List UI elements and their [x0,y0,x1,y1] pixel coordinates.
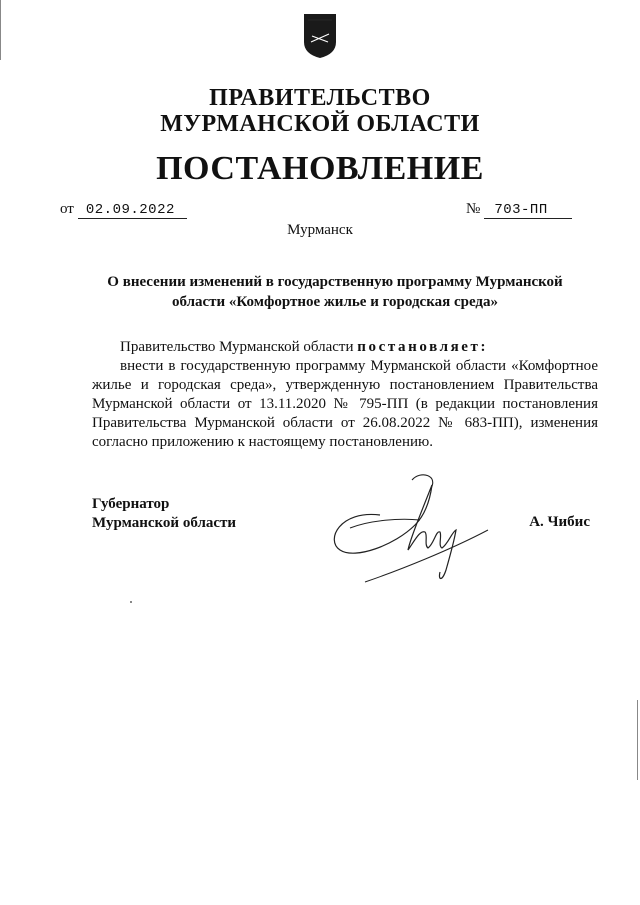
intro-text: Правительство Мурманской области [120,339,354,355]
body-text [92,357,598,452]
document-subject [90,272,580,312]
number-row [466,200,572,219]
intro-emphasis: постановляет: [357,339,489,355]
handwritten-signature [320,470,495,595]
date-row [60,200,187,219]
subject-line2: области «Комфортное жилье и городская среда» [171,294,499,310]
number-label: № [466,201,481,217]
scan-edge-mark [637,700,638,780]
signatory-name: А. Чибис [529,514,590,530]
coat-of-arms-icon [302,12,338,60]
scan-dot [130,601,132,603]
body-paragraph: внести в государственную программу Мурманской области «Комфортное жилье и городская среда», утвержденную постановлением Правительства Мурманской области от 13.11.2020 № 795-ПП (в редакции постановления Правительства Мурманской области от 26.08.2022 № 683-ПП), изменения согласно приложению к настоящему постановлению. [92,358,598,450]
signatory-title-line2: Мурманской области [92,515,237,531]
scan-edge-mark [0,0,1,60]
organization-name-line2: МУРМАНСКОЙ ОБЛАСТИ [160,111,480,137]
city: Мурманск [287,222,353,238]
intro-line [120,339,488,356]
signatory-title [92,495,236,533]
number-value: 703-ПП [484,202,571,219]
signatory-title-line1: Губернатор [92,496,170,512]
organization-name-line1: ПРАВИТЕЛЬСТВО [209,85,431,111]
document-type-title: ПОСТАНОВЛЕНИЕ [156,150,484,187]
date-value: 02.09.2022 [78,202,187,219]
date-label: от [60,201,74,217]
subject-line1: О внесении изменений в государственную программу Мурманской [107,274,563,290]
